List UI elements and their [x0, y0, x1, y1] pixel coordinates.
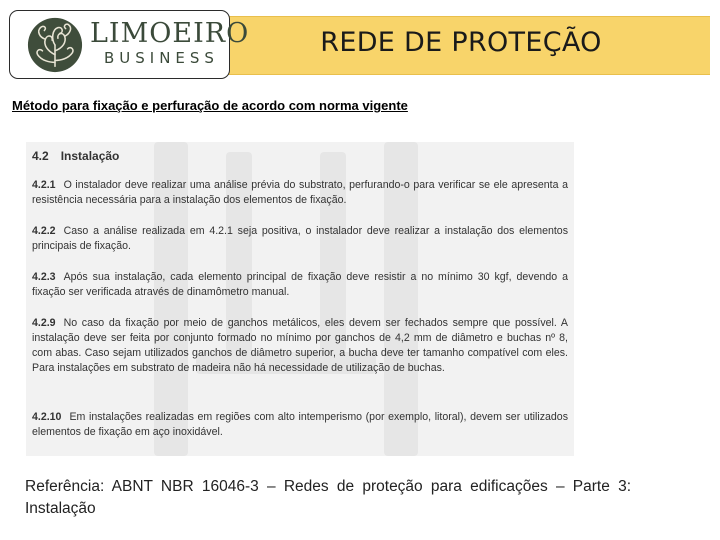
logo-name: LIMOEIRO [90, 18, 250, 49]
excerpt-section-number: 4.2 [32, 149, 49, 163]
clause-text: Caso a análise realizada em 4.2.1 seja positiva, o instalador deve realizar a instalação dos elementos principais de fixação. [32, 225, 568, 252]
clause-text: O instalador deve realizar uma análise prévia do substrato, perfurando-o para verificar se ele apresenta a resistência necessária para a instalação dos elementos de fixação. [32, 179, 568, 206]
clause [32, 316, 568, 376]
clause-number: 4.2.1 [32, 179, 56, 191]
clause-text: Em instalações realizadas em regiões com alto intemperismo (por exemplo, litoral), devem ser utilizados elementos de fixação em aço inoxidável. [32, 411, 568, 438]
section-subtitle: Método para fixação e perfuração de acordo com norma vigente [12, 98, 408, 113]
slide-title: REDE DE PROTEÇÃO [320, 27, 602, 58]
clause [32, 410, 568, 440]
excerpt-heading [32, 149, 119, 163]
excerpt-section-title: Instalação [60, 149, 120, 163]
logo-tagline: BUSINESS [104, 49, 219, 67]
clause-number: 4.2.10 [32, 411, 62, 423]
clause-text: Após sua instalação, cada elemento principal de fixação deve resistir a no mínimo 30 kgf, devendo a fixação ser verificada através de dinamômetro manual. [32, 271, 568, 298]
clause-number: 4.2.3 [32, 271, 56, 283]
clause-text: No caso da fixação por meio de ganchos metálicos, eles devem ser fechados sempre que possível. A instalação deve ser feita por conjunto formado no mínimo por ganchos de 4,2 mm de diâmetro e buchas nº 8, com abas. Caso sejam utilizados ganchos de diâmetro superior, a bucha deve ter tamanho compatível com eles. Para instalações em substrato de madeira não há necessidade de utilização de buchas. [32, 317, 568, 374]
title-band [212, 16, 710, 75]
tree-icon [26, 16, 84, 74]
clause-number: 4.2.9 [32, 317, 56, 329]
clause [32, 224, 568, 254]
company-logo [9, 10, 250, 79]
clause [32, 270, 568, 300]
clause-number: 4.2.2 [32, 225, 56, 237]
clause [32, 178, 568, 208]
norm-excerpt-image [26, 142, 574, 456]
reference-text: Referência: ABNT NBR 16046-3 – Redes de proteção para edificações – Parte 3: Instalação [25, 478, 631, 517]
